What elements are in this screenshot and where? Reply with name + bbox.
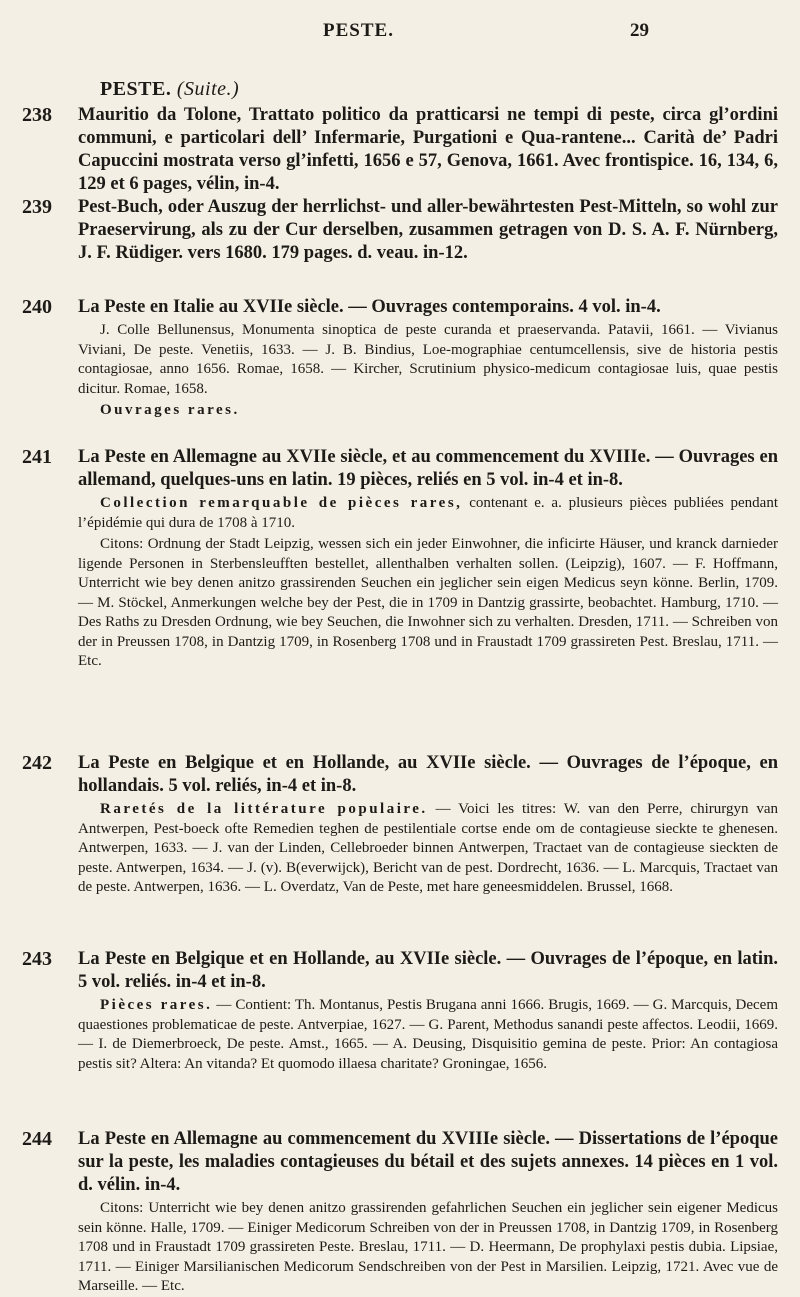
entry-detail: Citons: Unterricht wie bey denen anitzo grassirenden gefahrlichen Seuchen ein jeglicher sein eigener Medicus sein könne. Halle, 1709. — Einiger Medicorum Schreiben von der in Preussen 1708, in Dantzig 1709, in Rosenberg 1708 und in Fraustadt 1709 grassireten Peste. Breslau, 1711. — D. Heermann, De prophylaxi pestis dubia. Lipsiae, 1711. — Einiger Marsilianischen Medicorum Sendschreiben von der Pest in Marsilien. Leipzig, 1721. Avec vue de Marseille. — Etc. bbox=[78, 1200, 778, 1294]
entry-title: Pest-Buch, oder Auszug der herrlichst- und aller-bewährtesten Pest-Mitteln, so wohl zur Praeservirung, als zu der Cur derselben, zusammen getragen von D. S. A. F. Nürnberg, J. F. Rüdiger. vers 1680. 179 pages. d. veau. in-12. bbox=[78, 197, 778, 263]
section-title: PESTE. bbox=[100, 78, 172, 100]
entry-note: Collection remarquable de pièces rares, bbox=[100, 495, 463, 511]
entry-number: 239 bbox=[22, 196, 52, 218]
entry-number: 240 bbox=[22, 296, 52, 318]
section-suite: (Suite.) bbox=[176, 78, 240, 100]
entry-note: Ouvrages rares. bbox=[100, 402, 240, 418]
section-heading bbox=[100, 78, 239, 101]
entry-title: La Peste en Italie au XVIIe siècle. — Ouvrages contemporains. 4 vol. in-4. bbox=[78, 297, 661, 317]
entry-number: 241 bbox=[22, 446, 52, 468]
entry-title: La Peste en Belgique et en Hollande, au XVIIe siècle. — Ouvrages de l’époque, en latin. 5 vol. reliés. in-4 et in-8. bbox=[78, 949, 778, 992]
entry-number: 238 bbox=[22, 104, 52, 126]
entry-detail-line bbox=[78, 996, 778, 1074]
entry-title: La Peste en Belgique et en Hollande, au XVIIe siècle. — Ouvrages de l’époque, en hollandais. 5 vol. reliés, in-4 et in-8. bbox=[78, 753, 778, 796]
entry-note: Raretés de la littérature populaire. bbox=[100, 801, 428, 817]
running-head bbox=[0, 20, 800, 50]
entry-number: 243 bbox=[22, 948, 52, 970]
entry-title: La Peste en Allemagne au XVIIe siècle, et au commencement du XVIIIe. — Ouvrages en allemand, quelques-uns en latin. 19 pièces, reliés en 5 vol. in-4 et in-8. bbox=[78, 447, 778, 490]
running-head-title: PESTE. bbox=[323, 20, 394, 41]
entry-detail: — Voici les titres: W. van den Perre, chirurgyn van Antwerpen, Pest-boeck ofte Remedien teghen de pestilentiale cortse ende om de contagieuse sieckte te ghenesen. Antwerpen, 1633. — J. van der Linden, Cellebroeder binnen Antwerpen, Tractaet van de contagieuse sieckten de peste. Antwerpen, 1634. — J. (v). B(everwijck), Bericht van de pest. Dordrecht, 1636. — L. Marcquis, Tractaet van de peste. Antwerpen, 1636. — L. Overdatz, Van de Peste, met hare geneesmiddelen. Brussel, 1668. bbox=[78, 801, 778, 895]
entry-title: Mauritio da Tolone, Trattato politico da pratticarsi ne tempi di peste, circa gl’ordini communi, e particolari dell’ Infermarie, Purgationi e Qua-rantene... Carità de’ Padri Capuccini mostrata verso gl’infetti, 1656 e 57, Genova, 1661. Avec frontispice. 16, 134, 6, 129 et 6 pages, vélin, in-4. bbox=[78, 105, 778, 194]
entry-detail: J. Colle Bellunensus, Monumenta sinoptica de peste curanda et praeservanda. Patavii, 1661. — Vivianus Viviani, De peste. Venetiis, 1633. — J. B. Bindius, Loe-mographiae centumcellensis, sive de historia pestis contagiosae, anno 1656. Romae, 1658. — Kircher, Scrutinium physico-medicum contagiosae luis, quae pestis dicitur. Romae, 1658. bbox=[78, 322, 778, 397]
entry-number: 242 bbox=[22, 752, 52, 774]
entry-detail-line bbox=[78, 800, 778, 898]
entry-note: Pièces rares. bbox=[100, 997, 213, 1013]
entry-detail: contenant e. a. plusieurs pièces publiées pendant l’épidémie qui dura de 1708 à 1710. bbox=[78, 495, 778, 531]
page-number: 29 bbox=[630, 20, 649, 41]
entry-number: 244 bbox=[22, 1128, 52, 1150]
entry-detail-line bbox=[78, 494, 778, 533]
entry-citations: Citons: Ordnung der Stadt Leipzig, wessen sich ein jeder Einwohner, die inficirte Häuser, und kranck darnieder ligende Personen in Sterbensleufften bestellet, allenthalben verhalten sollen. (Leipzig), 1607. — F. Hoffmann, Unterricht wie bey denen anitzo grassirenden Seuchen ein jeglicher sein eigen Medicus seyn könne. Berlin, 1709. — M. Stöckel, Anmerkungen welche bey der Pest, die in 1709 in Dantzig grassirte, beobachtet. Hamburg, 1710. — Des Raths zu Dresden Ordnung, wie bey Seuchen, die Inwohner sich zu verhalten. Dresden, 1711. — Schreiben von der in Preussen 1708, in Dantzig 1709, in Rosenberg 1708 und in Fraustadt 1709 grassireten Pest. Breslau, 1711. — Etc. bbox=[78, 536, 778, 669]
entry-title: La Peste en Allemagne au commencement du XVIIIe siècle. — Dissertations de l’époque sur la peste, les maladies contagieuses du bétail et des sujets annexes. 14 pièces en 1 vol. d. vélin. in-4. bbox=[78, 1129, 778, 1195]
entry-detail: — Contient: Th. Montanus, Pestis Brugana anni 1666. Brugis, 1669. — G. Marcquis, Decem quaestiones problematicae de peste. Antverpiae, 1627. — G. Parent, Methodus sanandi peste affectos. Leodii, 1669. — I. de Diemerbroeck, De peste. Amst., 1665. — A. Deusing, Disquisitio gemina de peste. Prior: An contagiosa pestis sit? Altera: An vitanda? Et quomodo illaesa charitate? Groningae, 1656. bbox=[78, 997, 779, 1072]
